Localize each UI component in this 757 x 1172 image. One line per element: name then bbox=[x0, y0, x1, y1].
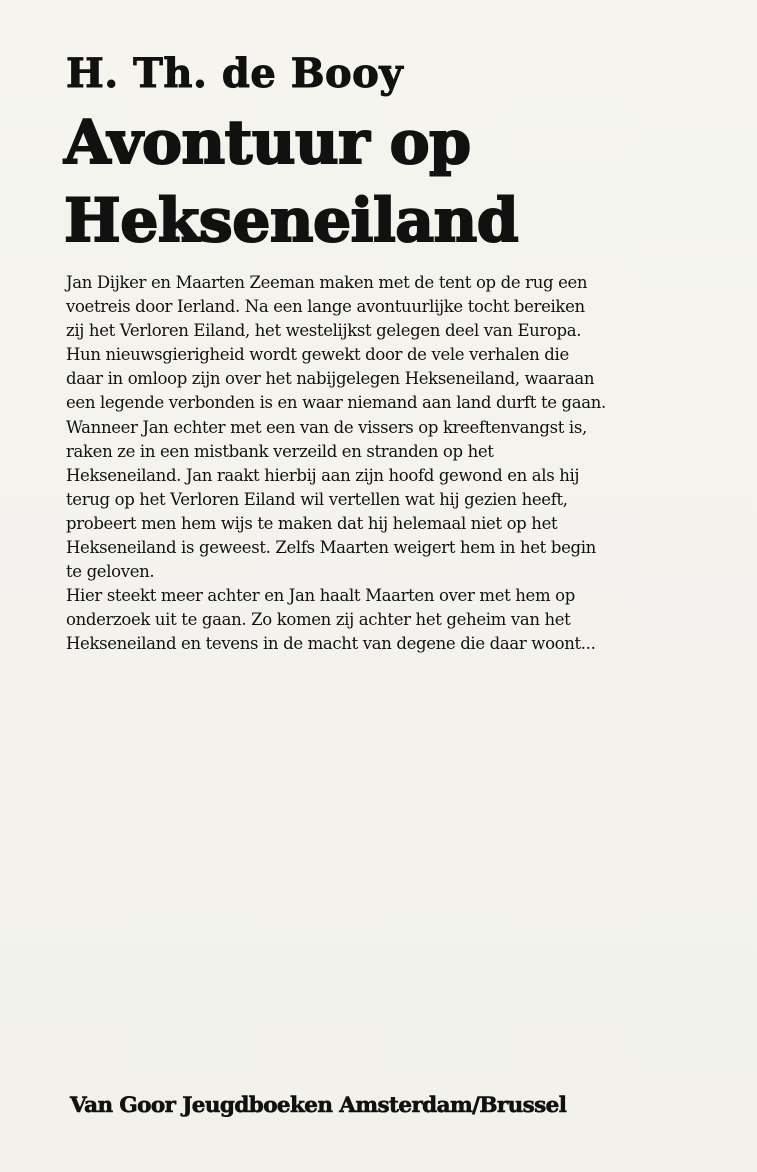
blurb-line: een legende verbonden is en waar niemand aan land durft te gaan. bbox=[66, 393, 606, 413]
blurb-line: terug op het Verloren Eiland wil vertellen wat hij gezien heeft, bbox=[66, 489, 568, 509]
blurb-line: probeert men hem wijs te maken dat hij helemaal niet op het bbox=[66, 513, 558, 533]
blurb-line: Hekseneiland. Jan raakt hierbij aan zijn hoofd gewond en als hij bbox=[66, 465, 580, 485]
blurb-line: onderzoek uit te gaan. Zo komen zij achter het geheim van het bbox=[66, 610, 571, 630]
blurb-line: daar in omloop zijn over het nabijgelegen Hekseneiland, waaraan bbox=[66, 369, 595, 389]
blurb-line: Hun nieuwsgierigheid wordt gewekt door de vele verhalen die bbox=[66, 345, 569, 365]
blurb-line: te geloven. bbox=[66, 562, 155, 582]
blurb-line: Hekseneiland en tevens in de macht van degene die daar woont... bbox=[66, 634, 596, 654]
blurb-line: voetreis door Ierland. Na een lange avontuurlijke tocht bereiken bbox=[66, 297, 585, 317]
author-name: H. Th. de Booy bbox=[66, 50, 404, 97]
blurb-line: Hier steekt meer achter en Jan haalt Maarten over met hem op bbox=[66, 586, 575, 606]
blurb-line: Hekseneiland is geweest. Zelfs Maarten weigert hem in het begin bbox=[66, 538, 596, 558]
blurb-line: zij het Verloren Eiland, het westelijkst gelegen deel van Europa. bbox=[66, 321, 582, 341]
blurb-line: raken ze in een mistbank verzeild en stranden op het bbox=[66, 441, 494, 461]
blurb-line: Jan Dijker en Maarten Zeeman maken met de tent op de rug een bbox=[66, 273, 588, 292]
book-title bbox=[64, 104, 518, 260]
title-line: Avontuur op bbox=[64, 108, 471, 178]
title-line: Hekseneiland bbox=[64, 186, 519, 256]
blurb-text bbox=[66, 271, 666, 657]
blurb-line: Wanneer Jan echter met een van de vissers op kreeftenvangst is, bbox=[66, 417, 587, 437]
publisher-imprint: Van Goor Jeugdboeken Amsterdam/Brussel bbox=[70, 1093, 567, 1118]
